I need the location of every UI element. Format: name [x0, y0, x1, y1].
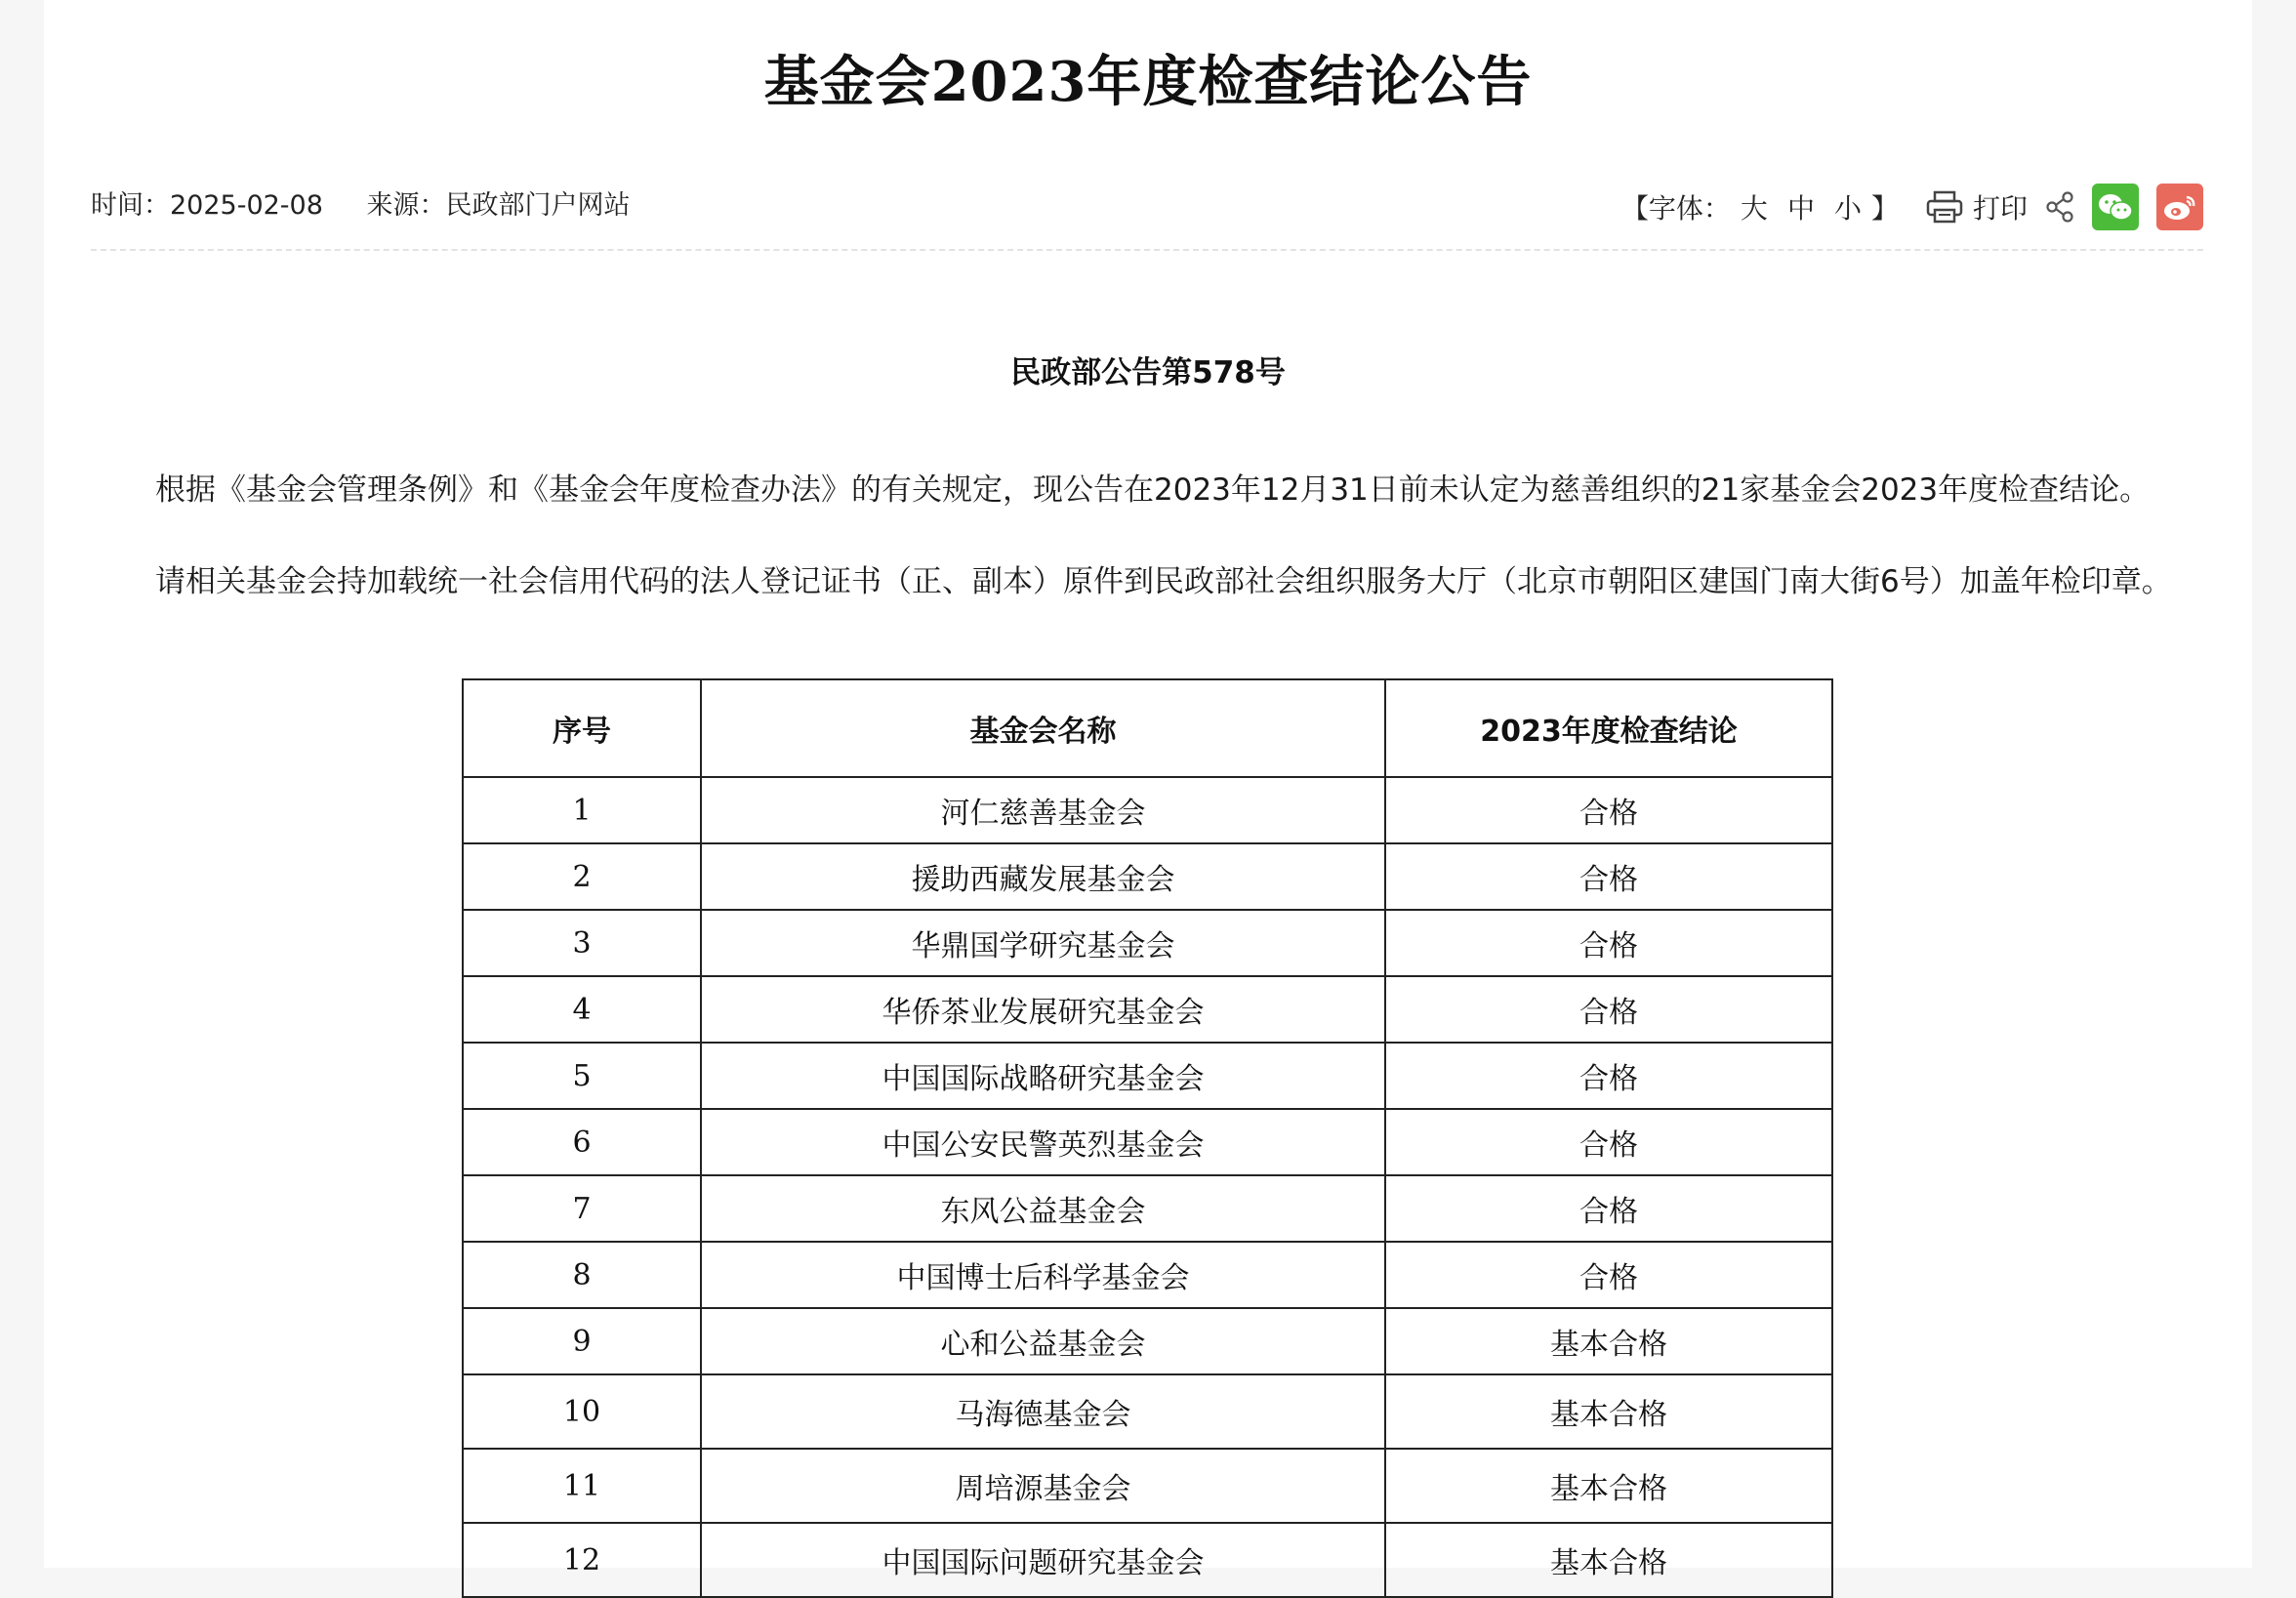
table-row	[463, 1043, 1832, 1109]
print-label: 打印	[1972, 192, 2028, 225]
font-size-label: 【字体：	[1620, 192, 1731, 225]
row-conclusion: 基本合格	[1385, 1308, 1832, 1374]
publish-time	[91, 190, 323, 221]
row-foundation-name: 河仁慈善基金会	[701, 777, 1385, 843]
notice-heading: 民政部公告第578号	[1010, 355, 1286, 390]
share-icon	[2045, 191, 2074, 223]
row-index: 3	[463, 910, 701, 976]
row-foundation-name: 马海德基金会	[701, 1374, 1385, 1449]
table-row	[463, 843, 1832, 910]
table-row	[463, 1175, 1832, 1242]
share-button[interactable]	[2045, 191, 2074, 223]
row-conclusion: 合格	[1385, 910, 1832, 976]
source-label: 来源：	[366, 190, 446, 221]
time-label: 时间：	[91, 190, 170, 221]
table-row	[463, 1523, 1832, 1597]
print-button[interactable]	[1926, 187, 2028, 226]
row-index: 10	[463, 1374, 701, 1449]
table-row	[463, 1109, 1832, 1175]
row-index: 9	[463, 1308, 701, 1374]
row-conclusion: 基本合格	[1385, 1374, 1832, 1449]
header-conclusion: 2023年度检查结论	[1385, 679, 1832, 777]
row-index: 5	[463, 1043, 701, 1109]
font-size-close-bracket: 】	[1870, 192, 1899, 225]
article-page	[44, 0, 2252, 1580]
row-conclusion: 合格	[1385, 1242, 1832, 1308]
row-conclusion: 基本合格	[1385, 1449, 1832, 1523]
source-value: 民政部门户网站	[445, 190, 631, 221]
source	[367, 190, 631, 221]
row-index: 4	[463, 976, 701, 1043]
table-row	[463, 910, 1832, 976]
row-foundation-name: 中国国际战略研究基金会	[701, 1043, 1385, 1109]
font-size-small-button[interactable]: 小	[1833, 192, 1862, 225]
row-foundation-name: 东风公益基金会	[701, 1175, 1385, 1242]
row-foundation-name: 援助西藏发展基金会	[701, 843, 1385, 910]
row-foundation-name: 中国公安民警英烈基金会	[701, 1109, 1385, 1175]
page-title: 基金会2023年度检查结论公告	[763, 50, 1533, 114]
inspection-results-table	[462, 678, 1833, 1598]
row-index: 1	[463, 777, 701, 843]
meta-divider	[91, 249, 2203, 251]
table-row	[463, 1308, 1832, 1374]
row-index: 2	[463, 843, 701, 910]
row-conclusion: 合格	[1385, 1175, 1832, 1242]
weibo-share-button[interactable]	[2156, 184, 2203, 230]
notice-paragraph-2: 请相关基金会持加载统一社会信用代码的法人登记证书（正、副本）原件到民政部社会组织服务大厅（北京市朝阳区建国门南大街6号）加盖年检印章。	[155, 564, 2172, 599]
article-meta	[91, 184, 666, 222]
row-conclusion: 合格	[1385, 1109, 1832, 1175]
wechat-share-button[interactable]	[2092, 184, 2139, 230]
header-foundation-name: 基金会名称	[701, 679, 1385, 777]
row-conclusion: 合格	[1385, 777, 1832, 843]
font-size-large-button[interactable]: 大	[1740, 192, 1768, 225]
font-size-medium-button[interactable]: 中	[1786, 192, 1815, 225]
row-index: 8	[463, 1242, 701, 1308]
article-toolbar	[1621, 182, 2203, 232]
row-foundation-name: 心和公益基金会	[701, 1308, 1385, 1374]
row-index: 12	[463, 1523, 701, 1597]
wechat-icon	[2097, 191, 2134, 223]
row-foundation-name: 华鼎国学研究基金会	[701, 910, 1385, 976]
row-foundation-name: 中国博士后科学基金会	[701, 1242, 1385, 1308]
row-conclusion: 合格	[1385, 1043, 1832, 1109]
row-index: 11	[463, 1449, 701, 1523]
time-value: 2025-02-08	[170, 190, 323, 221]
table-header-row	[463, 679, 1832, 777]
row-conclusion: 基本合格	[1385, 1523, 1832, 1597]
row-index: 6	[463, 1109, 701, 1175]
row-conclusion: 合格	[1385, 976, 1832, 1043]
header-index: 序号	[463, 679, 701, 777]
row-conclusion: 合格	[1385, 843, 1832, 910]
printer-icon	[1926, 190, 1963, 224]
row-foundation-name: 中国国际问题研究基金会	[701, 1523, 1385, 1597]
weibo-icon	[2161, 191, 2198, 223]
table-row	[463, 1242, 1832, 1308]
row-foundation-name: 华侨茶业发展研究基金会	[701, 976, 1385, 1043]
table-row	[463, 777, 1832, 843]
row-foundation-name: 周培源基金会	[701, 1449, 1385, 1523]
table-row	[463, 1449, 1832, 1523]
notice-paragraph-1: 根据《基金会管理条例》和《基金会年度检查办法》的有关规定，现公告在2023年12月31日前未认定为慈善组织的21家基金会2023年度检查结论。	[155, 472, 2151, 508]
table-row	[463, 1374, 1832, 1449]
table-row	[463, 976, 1832, 1043]
row-index: 7	[463, 1175, 701, 1242]
